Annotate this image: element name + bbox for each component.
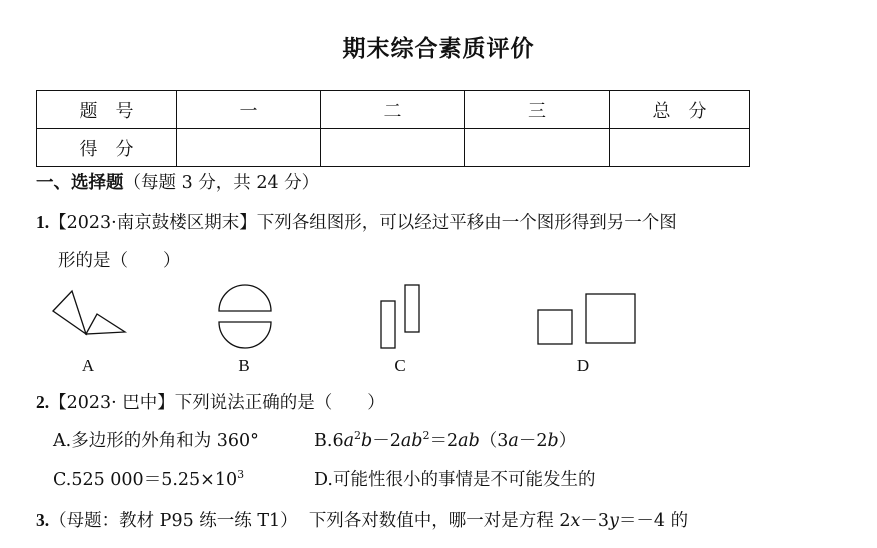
question-1-text: 下列各组图形，可以经过平移由一个图形得到另一个图 [256,213,677,233]
question-1-line-2: 形的是（ ） [58,251,181,271]
question-1-number: 1. [36,212,50,232]
question-2-option-b: $B.6a^2b-2ab^2=2ab(3a-2b)$ [314,429,577,451]
question-2-option-c [53,468,244,492]
question-3-number: 3. [36,510,50,530]
question-3-text: 下列各对数值中，哪一对是方程 [308,511,560,531]
header-cell-part-3: 三 [465,91,610,129]
page-title: 期末综合素质评价 [342,36,535,62]
question-2-line [36,390,385,415]
question-2-number: 2. [36,392,50,412]
question-2-text: 下列说法正确的是（ ） [174,393,385,413]
option-b-prefix: B. [314,431,333,451]
option-c-exponent: 3 [237,468,245,482]
figure-c-label: C [394,356,406,375]
question-2-option-d: D.可能性很小的事情是不可能发生的 [314,470,596,490]
question-3-line [36,508,688,533]
option-c-text: C.525 000＝5.25×10 [53,470,238,490]
section-1-title: 一、选择题 [36,173,124,193]
question-2-option-a: A.多边形的外角和为 360° [53,431,259,451]
section-1-note: （每题 3 分，共 24 分） [123,173,320,193]
question-1-source: 【2023·南京鼓楼区期末】 [49,213,257,233]
score-row-label: 得 分 [37,129,177,167]
figure-b-label: B [238,356,250,375]
header-cell-part-1: 一 [177,91,321,129]
figure-a-label: A [81,356,95,375]
header-cell-part-2: 二 [321,91,465,129]
header-cell-question-number: 题 号 [37,91,177,129]
question-3-equation: 2x－3y＝－4 [559,511,666,531]
header-cell-total: 总 分 [610,91,750,129]
figure-d-label: D [576,356,590,375]
question-3-text-end: 的 [665,511,689,531]
question-2-source: 【2023· 巴中】 [49,393,175,413]
question-3-source: （母题：教材 P95 练一练 T1） [49,511,298,531]
